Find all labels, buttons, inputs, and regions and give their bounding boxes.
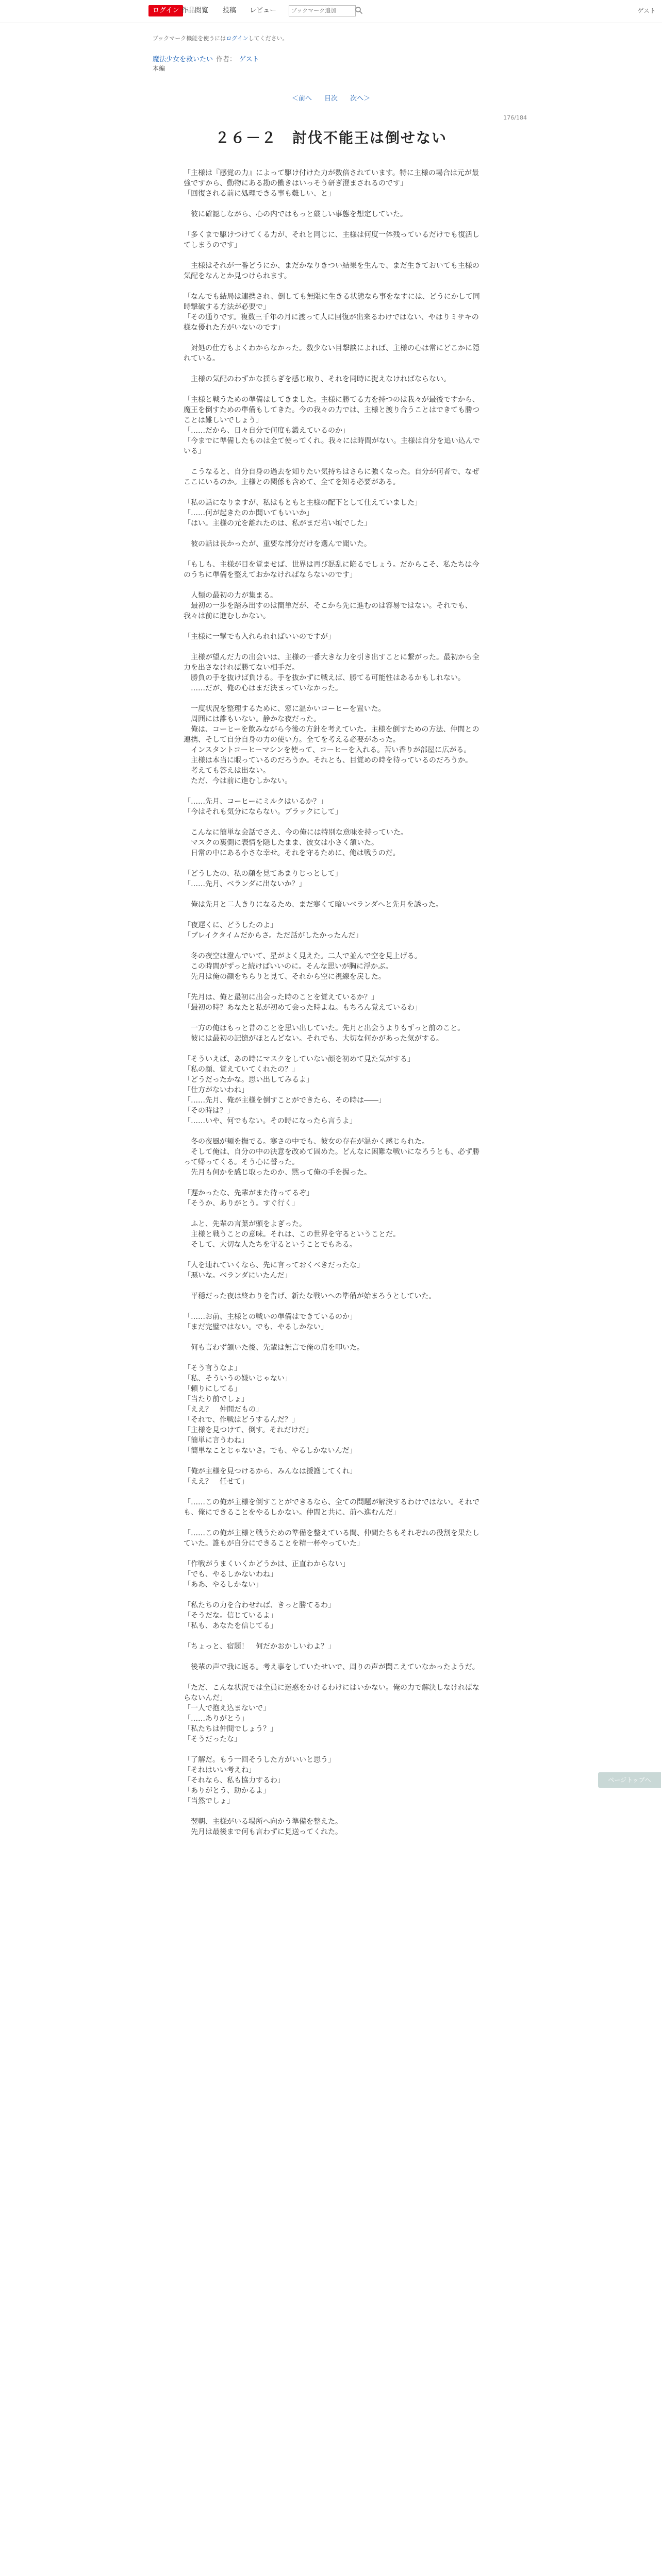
body-paragraph: 冬の夜空は澄んでいて、星がよく見えた。二人で並んで空を見上げる。 この時間がずっと続けばいいのに。そんな思いが胸に浮かぶ。 先月は俺の顔をちらりと見て、それから空に視線を戻した。 [190, 952, 422, 981]
body-paragraph: 俺は先月と二人きりになるため、まだ寒くて暗いベランダへと先月を誘った。 [184, 901, 443, 909]
body-paragraph: 翌朝、主様がいる場所へ向かう準備を整えた。 先月は最後まで何も言わずに見送ってくれた。 [190, 1818, 342, 1836]
body-paragraph: 「先月は、俺と最初に出会った時のことを覚えているか？」 「最初の時？あなたと私が初めて会った時よね。もちろん覚えているわ」 [184, 993, 422, 1012]
body-paragraph: 「……この俺が主様と戦うための準備を整えている間、仲間たちもそれぞれの役割を果たしていた。誰もが自分にできることを精一杯やっていた」 [184, 1529, 479, 1548]
body-paragraph: ふと、先輩の言葉が頭をよぎった。 主様と戦うことの意味。それは、この世界を守るということだ。 そして、大切な人たちを守るということでもある。 [190, 1220, 400, 1249]
nav-post[interactable]: 投稿 [223, 7, 237, 14]
work-title-link[interactable]: 魔法少女を救いたい [153, 56, 213, 63]
body-paragraph: 「ちょっと、宿題！ 何だかおかしいわよ？」 [184, 1642, 335, 1651]
body-paragraph: 「……お前、主様との戦いの準備はできているのか」 「まだ完璧ではない。でも、やるしかない」 [184, 1313, 357, 1331]
body-paragraph: 「主様に一撃でも入れられればいいのですが」 [184, 633, 335, 641]
body-paragraph: 一方の俺はもっと昔のことを思い出していた。先月と出会うよりもずっと前のこと。 彼には最初の記憶がほとんどない。それでも、大切な何かがあった気がする。 [190, 1024, 465, 1043]
search-icon[interactable] [355, 6, 363, 14]
body-paragraph: 「ただ、こんな状況では全員に迷惑をかけるわけにはいかない。俺の力で解決しなければならないんだ」 「一人で抱え込まないで」 「……ありがとう」 「私たちは仲間でしょう？」 「そうだったな」 [184, 1684, 479, 1743]
body-paragraph: 「私の話になりますが、私はもともと主様の配下として仕えていました」 「……何が起きたのか聞いてもいいか」 「はい。主様の元を離れたのは、私がまだ若い頃でした」 [184, 499, 422, 528]
body-paragraph: 人類の最初の力が集まる。 最初の一歩を踏み出すのは簡単だが、そこから先に進むのは容易ではない。それでも、我々は前に進むしかない。 [184, 591, 472, 620]
body-paragraph: 対処の仕方もよくわからなかった。数少ない目撃談によれば、主様の心は常にどこかに隠れている。 [184, 344, 479, 363]
volume-label: 本編 [153, 65, 166, 72]
body-paragraph: 「作戦がうまくいくかどうかは、正直わからない」 「でも、やるしかないわね」 「ああ、やるしかない」 [184, 1560, 350, 1589]
body-paragraph: 平穏だった夜は終わりを告げ、新たな戦いへの準備が始まろうとしていた。 [184, 1292, 436, 1300]
nav-browse[interactable]: 作品閲覧 [181, 7, 209, 14]
index-link[interactable]: 目次 [324, 95, 338, 103]
body-paragraph: 「なんでも結局は連携され、倒しても無限に生きる状態なら事をなすには、どうにかして同時撃破する方法が必要で」 「その通りです。複数三千年の月に渡って人に回復が出来るわけではない、やはりミサキの様な優れた方がいないのです」 [184, 293, 480, 332]
author-label: 作者： [216, 56, 237, 63]
body-paragraph: 「主様と戦うための準備はしてきました。主様に勝てる力を持つのは我々が最後ですから、魔王を倒すための準備もしてきた。今の我々の力では、主様と渡り合うことはできても勝つことは難しいでしょう」 「……だから、日々自分で何度も鍛えているのか」 「今までに準備したものは全て使ってくれ。我々には時間がない。主様は自分を追い込んでいる」 [184, 396, 480, 455]
body-paragraph: 「……この俺が主様を倒すことができるなら、全ての問題が解決するわけではない。それでも、俺にできることをやるしかない。仲間と共に、前へ進むんだ」 [184, 1498, 479, 1517]
notice-suffix: してください。 [248, 35, 288, 42]
body-paragraph: 彼の話は長かったが、重要な部分だけを選んで聞いた。 [184, 540, 371, 548]
body-paragraph: 「人を連れていくなら、先に言っておくべきだったな」 「悪いな。ベランダにいたんだ」 [184, 1261, 364, 1280]
body-paragraph: 「……先月、コーヒーにミルクはいるか？」 「今はそれも気分にならない。ブラックにして」 [184, 798, 342, 816]
body-paragraph: 「了解だ。もう一回そうした方がいいと思う」 「それはいい考えね」 「それなら、私も協力するわ」 「ありがとう、助かるよ」 「当然でしょ」 [184, 1756, 335, 1805]
body-paragraph: 「どうしたの、私の顔を見てあまりじっとして」 「……先月、ベランダに出ないか？」 [184, 870, 342, 888]
body-paragraph: 「もしも、主様が目を覚ませば、世界は再び混乱に陥るでしょう。だからこそ、私たちは今のうちに準備を整えておかなければならないのです」 [184, 561, 479, 579]
author-link[interactable]: ゲスト [239, 56, 259, 63]
body-paragraph: 一度状況を整理するために、窓に温かいコーヒーを置いた。 周囲には誰もいない。静かな夜だった。 俺は、コーヒーを飲みながら今後の方針を考えていた。主様を倒すための方法、仲間との連携、そして自分自身の力の使い方。全てを考える必要があった。 インスタントコーヒーマシンを使って、コーヒーを入れる。苦い香りが部屋に広がる。 主様は本当に眠っているのだろうか。それとも、目覚めの時を待っているのだろうか。 考えても答えは出ない。 ただ、今は前に進むしかない。 [184, 705, 479, 785]
body-paragraph: 後輩の声で我に返る。考え事をしていたせいで、周りの声が聞こえていなかったようだ。 [184, 1663, 479, 1671]
body-paragraph: 「多くまで駆けつけてくる力が、それと同じに、主様は何度一体残っているだけでも復活してしまうのです」 [184, 231, 479, 249]
chapter-body [184, 168, 483, 1848]
body-paragraph: こうなると、自分自身の過去を知りたい気持ちはさらに強くなった。自分が何者で、なぜここにいるのか。主様との関係も含めて、全てを知る必要がある。 [184, 468, 479, 486]
body-paragraph: 「そう言うなよ」 「私、そういうの嫌いじゃない」 「頼りにしてる」 「当たり前でしょ」 「ええ？ 仲間だもの」 「それで、作戦はどうするんだ？」 「主様を見つけて、倒す。それだけだ」 「簡単に言うわね」 「簡単なことじゃないさ。でも、やるしかないんだ」 [184, 1364, 357, 1455]
body-paragraph: 主様の気配のわずかな揺らぎを感じ取り、それを同時に捉えなければならない。 [184, 375, 451, 383]
chapter-title: ２６－２ 討伐不能王は倒せない [214, 129, 447, 146]
page-number: 176/184 [503, 114, 527, 121]
body-paragraph: 「遅かったな、先輩がまた待ってるぞ」 「そうか、ありがとう。すぐ行く」 [184, 1189, 313, 1208]
user-label[interactable]: ゲスト [637, 7, 656, 14]
body-paragraph: 主様が望んだ力の出会いは、主様の一番大きな力を引き出すことに繋がった。最初から全力を出さなければ勝てない相手だ。 勝負の手を抜けば負ける。手を抜かずに戦えば、勝てる可能性はあるかもしれない。 ……だが、俺の心はまだ決まっていなかった。 [184, 653, 479, 692]
body-paragraph: 彼に確認しながら、心の内ではもっと厳しい事態を想定していた。 [184, 210, 407, 218]
next-link[interactable]: 次へ＞ [350, 95, 371, 103]
pager-top [0, 93, 662, 103]
body-paragraph: こんなに簡単な会話でさえ、今の俺には特別な意味を持っていた。 マスクの裏側に表情を隠したまま、彼女は小さく頷いた。 日常の中にある小さな幸せ。それを守るために、俺は戦うのだ。 [190, 828, 408, 857]
top-bar [0, 0, 662, 23]
nav-review[interactable]: レビュー [250, 7, 277, 14]
page-top-button[interactable]: ページトップへ [598, 1772, 661, 1788]
prev-link[interactable]: ＜前へ [291, 95, 312, 103]
body-paragraph: 冬の夜風が頬を撫でる。寒さの中でも、彼女の存在が温かく感じられた。 そして俺は、自分の中の決意を改めて固めた。どんなに困難な戦いになろうとも、必ず勝って帰ってくる。そう心に誓った。 先月も何かを感じ取ったのか、黙って俺の手を握った。 [184, 1138, 479, 1177]
body-paragraph: 「夜遅くに、どうしたのよ」 「ブレイクタイムだからさ。ただ話がしたかったんだ」 [184, 921, 363, 940]
body-paragraph: 「俺が主様を見つけるから、みんなは援護してくれ」 「ええ？ 任せて」 [184, 1467, 357, 1486]
bookmark-notice [153, 34, 288, 42]
notice-login-link[interactable]: ログイン [226, 35, 249, 42]
body-paragraph: 「主様は『感覚の力』によって駆け付けた力が数倍されています。特に主様の場合は元が最強ですから、動物にある勘の働きはいっそう研ぎ澄まされるのです」 「回復される前に処理できる事も難しい、と」 [184, 169, 479, 198]
login-button[interactable]: ログイン [148, 5, 183, 16]
body-paragraph: 「私たちの力を合わせれば、きっと勝てるわ」 「そうだな。信じているよ」 「私も、あなたを信じてる」 [184, 1601, 335, 1630]
search-input[interactable] [289, 5, 356, 16]
notice-prefix: ブックマーク機能を使うには [153, 35, 226, 42]
work-info [153, 54, 259, 63]
body-paragraph: 何も言わず頷いた後、先輩は無言で俺の肩を叩いた。 [184, 1344, 364, 1352]
body-paragraph: 「そういえば、あの時にマスクをしていない顔を初めて見た気がする」 「私の顔、覚えていてくれたの？」 「どうだったかな。思い出してみるよ」 「仕方がないわね」 「……先月、俺が主様を倒すことができたら、その時は――」 「その時は？」 「……いや、何でもない。その時になったら言うよ」 [184, 1055, 415, 1125]
body-paragraph: 主様はそれが一番どうにか、まだかなりきつい結果を生んで、まだ生きておいても主様の気配をなんとか見つけられます。 [184, 262, 479, 280]
